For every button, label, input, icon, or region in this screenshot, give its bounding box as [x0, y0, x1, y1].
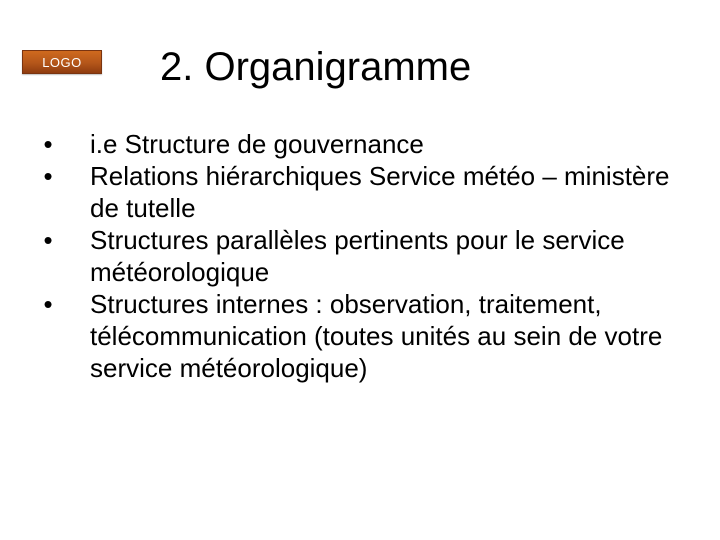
list-item — [40, 224, 700, 288]
list-item — [40, 160, 700, 224]
bullet-list — [40, 128, 700, 384]
bullet-icon: • — [43, 289, 53, 319]
bullet-text: Structures parallèles pertinents pour le service météorologique — [90, 225, 625, 287]
bullet-icon: • — [43, 225, 53, 255]
list-item — [40, 288, 700, 384]
bullet-text: Structures internes : observation, traitement, télécommunication (toutes unités au sein de votre service météorologique) — [90, 289, 663, 383]
bullet-icon: • — [43, 161, 53, 191]
bullet-text: i.e Structure de gouvernance — [90, 129, 424, 159]
logo-badge — [22, 50, 102, 74]
bullet-icon: • — [43, 129, 53, 159]
slide-title: 2. Organigramme — [160, 45, 472, 89]
list-item — [40, 128, 700, 160]
bullet-text: Relations hiérarchiques Service météo – ministère de tutelle — [90, 161, 670, 223]
logo-text: LOGO — [42, 54, 82, 70]
